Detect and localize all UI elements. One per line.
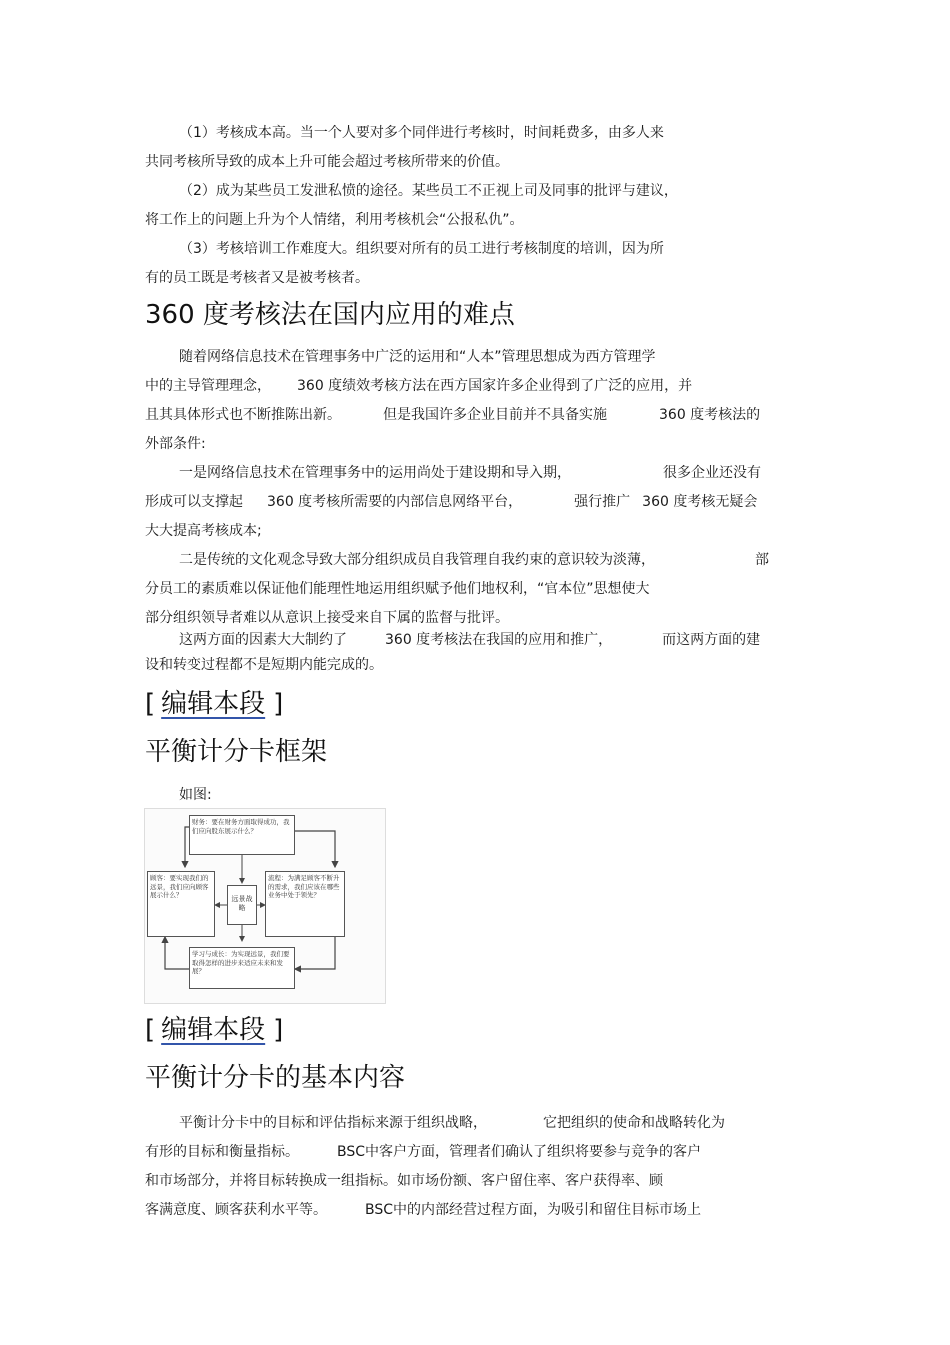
diagram-box-learning: 学习与成长：为实现远景，我们要取得怎样的进步来适应未来和发展？ <box>189 947 295 989</box>
text-run: 形成可以支撑起 <box>145 494 243 510</box>
text-run: 客满意度、顾客获利水平等。 <box>145 1202 327 1218</box>
text-run: 360 度考核法的 <box>659 407 761 423</box>
paragraph-line: 和市场部分，并将目标转换成一组指标。如市场份额、客户留住率、客户获得率、顾 <box>145 1173 663 1189</box>
bracket-close: ] <box>273 689 284 719</box>
text-run: 但是我国许多企业目前并不具备实施 <box>383 407 607 423</box>
diagram-box-vision: 远景战略 <box>227 885 257 925</box>
diagram-box-finance: 财务：要在财务方面取得成功，我们应向股东展示什么？ <box>189 815 295 855</box>
paragraph-line: 部分组织领导者难以从意识上接受来自下属的监督与批评。 <box>145 610 509 626</box>
diagram-box-process: 流程：为满足顾客不断升的需求，我们应该在哪些业务中处于领先？ <box>265 871 345 937</box>
text-run: 一是网络信息技术在管理事务中的运用尚处于建设期和导入期， <box>179 465 571 481</box>
text-run: 360 度绩效考核方法在西方国家许多企业得到了广泛的应用，并 <box>297 378 693 394</box>
bracket-open: [ <box>145 1015 156 1045</box>
paragraph-line <box>145 1143 701 1161</box>
text-run: 360 度考核法在我国的应用和推广， <box>385 632 613 648</box>
paragraph-line: 大大提高考核成本; <box>145 523 262 539</box>
paragraph-line: 分员工的素质难以保证他们能理性地运用组织赋予他们地权利，“官本位”思想使大 <box>145 581 650 597</box>
text-run: 强行推广 <box>574 494 631 510</box>
text-run: 它把组织的使命和战略转化为 <box>543 1115 725 1131</box>
paragraph-line: 外部条件: <box>145 436 206 452</box>
text-run: BSC中客户方面，管理者们确认了组织将要参与竞争的客户 <box>337 1144 702 1160</box>
figure-caption: 如图: <box>179 787 212 803</box>
text-run: 部 <box>755 552 769 568</box>
edit-section-link[interactable] <box>145 1014 283 1046</box>
paragraph-line <box>179 631 760 649</box>
bracket-close: ] <box>273 1015 284 1045</box>
section-heading: 360 度考核法在国内应用的难点 <box>145 300 515 330</box>
paragraph-line <box>145 1201 701 1219</box>
paragraph-line: （2）成为某些员工发泄私愤的途径。某些员工不正视上司及同事的批评与建议， <box>179 183 678 199</box>
text-run: 中的主导管理理念， <box>145 378 271 394</box>
text-run: 很多企业还没有 <box>663 465 761 481</box>
section-heading: 平衡计分卡的基本内容 <box>145 1063 406 1093</box>
paragraph-line <box>179 464 761 482</box>
paragraph-line: 将工作上的问题上升为个人情绪，利用考核机会“公报私仇”。 <box>145 212 524 228</box>
paragraph-line: 设和转变过程都不是短期内能完成的。 <box>145 657 383 673</box>
text-run: 360 度考核无疑会 <box>642 494 758 510</box>
paragraph-line: 有的员工既是考核者又是被考核者。 <box>145 270 369 286</box>
text-run: 有形的目标和衡量指标。 <box>145 1144 299 1160</box>
edit-link-label[interactable]: 编辑本段 <box>161 1015 266 1045</box>
arrow-connector <box>295 937 335 969</box>
edit-link-label[interactable]: 编辑本段 <box>161 689 266 719</box>
text-run: BSC中的内部经营过程方面，为吸引和留住目标市场上 <box>365 1202 702 1218</box>
paragraph-line: 随着网络信息技术在管理事务中广泛的运用和“人本”管理思想成为西方管理学 <box>179 349 656 365</box>
paragraph-line: （1）考核成本高。当一个人要对多个同伴进行考核时，时间耗费多，由多人来 <box>179 125 664 141</box>
arrow-connector <box>165 937 189 969</box>
paragraph-line <box>179 1114 725 1132</box>
text-run: 这两方面的因素大大制约了 <box>179 632 347 648</box>
text-run: 而这两方面的建 <box>662 632 761 648</box>
diagram-box-customer: 顾客：要实现我们的远景，我们应向顾客展示什么？ <box>147 871 215 937</box>
bracket-open: [ <box>145 689 156 719</box>
paragraph-line <box>179 551 769 569</box>
paragraph-line: （3）考核培训工作难度大。组织要对所有的员工进行考核制度的培训，因为所 <box>179 241 664 257</box>
paragraph-line <box>145 493 757 511</box>
text-run: 平衡计分卡中的目标和评估指标来源于组织战略， <box>179 1115 487 1131</box>
balanced-scorecard-diagram <box>144 808 386 1004</box>
edit-section-link[interactable] <box>145 688 283 720</box>
text-run: 360 度考核所需要的内部信息网络平台， <box>267 494 523 510</box>
arrow-connector <box>295 831 335 867</box>
paragraph-line <box>145 406 760 424</box>
paragraph-line: 共同考核所导致的成本上升可能会超过考核所带来的价值。 <box>145 154 509 170</box>
paragraph-line <box>145 377 692 395</box>
section-heading: 平衡计分卡框架 <box>145 737 328 767</box>
text-run: 且其具体形式也不断推陈出新。 <box>145 407 341 423</box>
text-run: 二是传统的文化观念导致大部分组织成员自我管理自我约束的意识较为淡薄， <box>179 552 655 568</box>
